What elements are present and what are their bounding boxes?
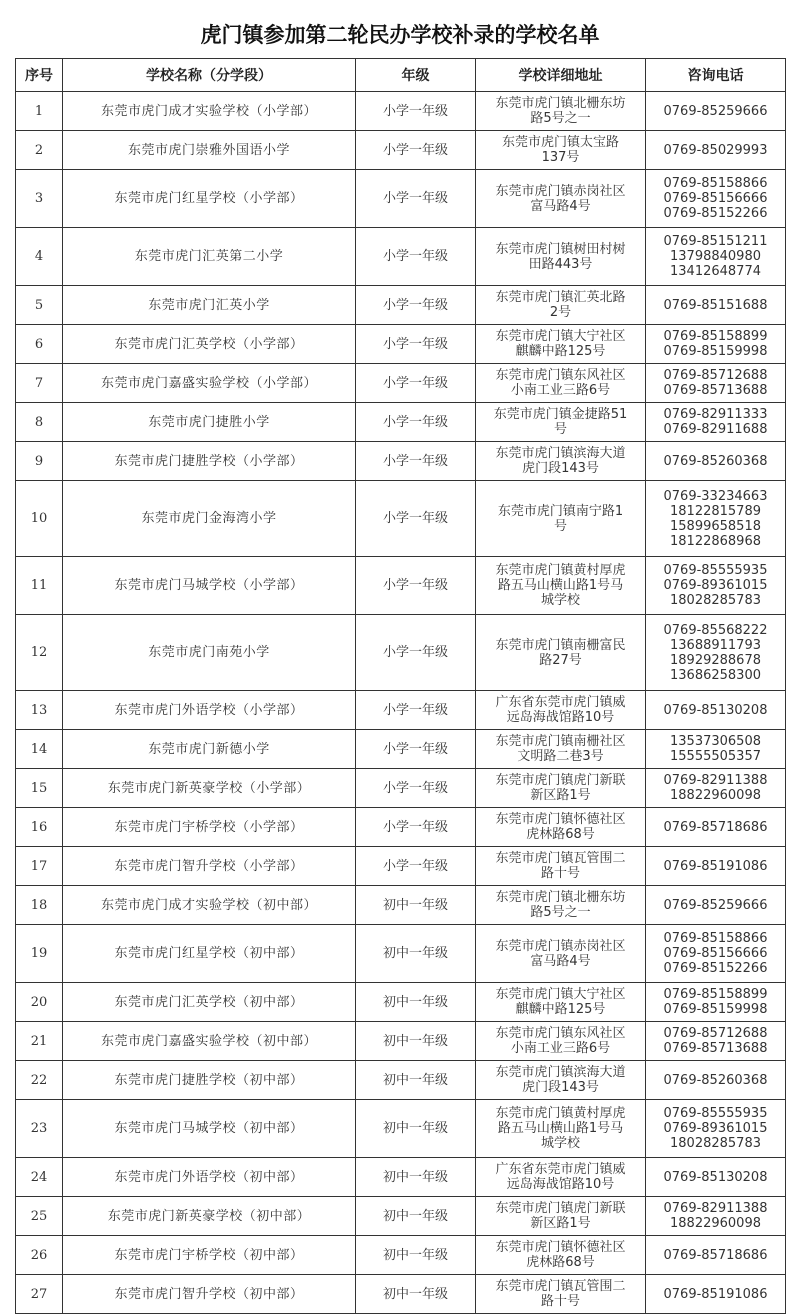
phone: 0769-85712688 0769-85713688 (646, 1022, 786, 1061)
phone: 0769-85158866 0769-85156666 0769-85152266 (646, 925, 786, 983)
address: 东莞市虎门镇东风社区 小南工业三路6号 (476, 364, 646, 403)
address: 东莞市虎门镇滨海大道 虎门段143号 (476, 442, 646, 481)
grade: 初中一年级 (356, 1022, 476, 1061)
school-name: 东莞市虎门马城学校（小学部） (63, 557, 356, 615)
phone: 0769-82911388 18822960098 (646, 1197, 786, 1236)
grade: 初中一年级 (356, 1158, 476, 1197)
school-name: 东莞市虎门金海湾小学 (63, 481, 356, 557)
table-row (16, 170, 786, 228)
address: 东莞市虎门镇大宁社区 麒麟中路125号 (476, 325, 646, 364)
row-number: 2 (16, 131, 63, 170)
grade: 小学一年级 (356, 170, 476, 228)
table-row (16, 983, 786, 1022)
table-row (16, 92, 786, 131)
grade: 初中一年级 (356, 1236, 476, 1275)
school-name: 东莞市虎门成才实验学校（小学部） (63, 92, 356, 131)
address: 东莞市虎门镇太宝路 137号 (476, 131, 646, 170)
row-number: 8 (16, 403, 63, 442)
address: 广东省东莞市虎门镇威 远岛海战馆路10号 (476, 1158, 646, 1197)
header-address: 学校详细地址 (476, 59, 646, 92)
grade: 小学一年级 (356, 403, 476, 442)
row-number: 14 (16, 730, 63, 769)
table-row (16, 1061, 786, 1100)
table-row (16, 1158, 786, 1197)
school-name: 东莞市虎门宇桥学校（初中部） (63, 1236, 356, 1275)
school-name: 东莞市虎门汇英学校（初中部） (63, 983, 356, 1022)
address: 东莞市虎门镇黄村厚虎 路五马山横山路1号马 城学校 (476, 557, 646, 615)
table-row (16, 1236, 786, 1275)
school-name: 东莞市虎门宇桥学校（小学部） (63, 808, 356, 847)
row-number: 10 (16, 481, 63, 557)
table-row (16, 691, 786, 730)
grade: 小学一年级 (356, 691, 476, 730)
table-row (16, 1100, 786, 1158)
grade: 小学一年级 (356, 228, 476, 286)
header-grade: 年级 (356, 59, 476, 92)
school-name: 东莞市虎门新英豪学校（小学部） (63, 769, 356, 808)
phone: 0769-85158866 0769-85156666 0769-85152266 (646, 170, 786, 228)
grade: 小学一年级 (356, 847, 476, 886)
phone: 0769-85712688 0769-85713688 (646, 364, 786, 403)
phone: 0769-85718686 (646, 808, 786, 847)
phone: 13537306508 15555505357 (646, 730, 786, 769)
school-name: 东莞市虎门汇英学校（小学部） (63, 325, 356, 364)
table-header-row (16, 59, 786, 92)
address: 东莞市虎门镇北栅东坊 路5号之一 (476, 886, 646, 925)
table-row (16, 325, 786, 364)
phone: 0769-85259666 (646, 92, 786, 131)
phone: 0769-85151688 (646, 286, 786, 325)
address: 东莞市虎门镇瓦管围二 路十号 (476, 847, 646, 886)
phone: 0769-85191086 (646, 847, 786, 886)
row-number: 25 (16, 1197, 63, 1236)
address: 东莞市虎门镇赤岗社区 富马路4号 (476, 170, 646, 228)
header-no: 序号 (16, 59, 63, 92)
grade: 小学一年级 (356, 442, 476, 481)
header-phone: 咨询电话 (646, 59, 786, 92)
table-row (16, 847, 786, 886)
row-number: 22 (16, 1061, 63, 1100)
address: 东莞市虎门镇东风社区 小南工业三路6号 (476, 1022, 646, 1061)
school-name: 东莞市虎门外语学校（初中部） (63, 1158, 356, 1197)
grade: 小学一年级 (356, 92, 476, 131)
school-name: 东莞市虎门红星学校（小学部） (63, 170, 356, 228)
row-number: 1 (16, 92, 63, 131)
address: 东莞市虎门镇南栅社区 文明路二巷3号 (476, 730, 646, 769)
school-name: 东莞市虎门南苑小学 (63, 615, 356, 691)
table-row (16, 615, 786, 691)
phone: 0769-85718686 (646, 1236, 786, 1275)
school-name: 东莞市虎门嘉盛实验学校（小学部） (63, 364, 356, 403)
row-number: 9 (16, 442, 63, 481)
row-number: 7 (16, 364, 63, 403)
table-row (16, 1197, 786, 1236)
school-name: 东莞市虎门智升学校（小学部） (63, 847, 356, 886)
grade: 小学一年级 (356, 557, 476, 615)
table-row (16, 364, 786, 403)
table-row (16, 886, 786, 925)
school-name: 东莞市虎门汇英第二小学 (63, 228, 356, 286)
school-name: 东莞市虎门智升学校（初中部） (63, 1275, 356, 1314)
grade: 小学一年级 (356, 286, 476, 325)
phone: 0769-85130208 (646, 691, 786, 730)
row-number: 27 (16, 1275, 63, 1314)
table-row (16, 131, 786, 170)
table-body (16, 92, 786, 1314)
phone: 0769-82911333 0769-82911688 (646, 403, 786, 442)
address: 东莞市虎门镇瓦管围二 路十号 (476, 1275, 646, 1314)
table-row (16, 808, 786, 847)
address: 东莞市虎门镇北栅东坊 路5号之一 (476, 92, 646, 131)
school-name: 东莞市虎门新英豪学校（初中部） (63, 1197, 356, 1236)
school-name: 东莞市虎门嘉盛实验学校（初中部） (63, 1022, 356, 1061)
phone: 0769-85130208 (646, 1158, 786, 1197)
phone: 0769-85029993 (646, 131, 786, 170)
row-number: 3 (16, 170, 63, 228)
address: 东莞市虎门镇怀德社区 虎林路68号 (476, 808, 646, 847)
table-row (16, 557, 786, 615)
school-name: 东莞市虎门崇雅外国语小学 (63, 131, 356, 170)
school-table (15, 58, 786, 1314)
row-number: 21 (16, 1022, 63, 1061)
phone: 0769-85158899 0769-85159998 (646, 325, 786, 364)
table-row (16, 228, 786, 286)
table-row (16, 925, 786, 983)
address: 东莞市虎门镇虎门新联 新区路1号 (476, 769, 646, 808)
phone: 0769-85191086 (646, 1275, 786, 1314)
address: 广东省东莞市虎门镇威 远岛海战馆路10号 (476, 691, 646, 730)
grade: 初中一年级 (356, 925, 476, 983)
table-row (16, 730, 786, 769)
phone: 0769-85260368 (646, 442, 786, 481)
header-name: 学校名称（分学段） (63, 59, 356, 92)
row-number: 23 (16, 1100, 63, 1158)
table-row (16, 442, 786, 481)
grade: 初中一年级 (356, 1061, 476, 1100)
address: 东莞市虎门镇金捷路51 号 (476, 403, 646, 442)
row-number: 24 (16, 1158, 63, 1197)
grade: 小学一年级 (356, 325, 476, 364)
phone: 0769-82911388 18822960098 (646, 769, 786, 808)
grade: 小学一年级 (356, 615, 476, 691)
row-number: 19 (16, 925, 63, 983)
phone: 0769-85555935 0769-89361015 18028285783 (646, 557, 786, 615)
row-number: 20 (16, 983, 63, 1022)
school-name: 东莞市虎门捷胜学校（小学部） (63, 442, 356, 481)
row-number: 5 (16, 286, 63, 325)
address: 东莞市虎门镇虎门新联 新区路1号 (476, 1197, 646, 1236)
grade: 小学一年级 (356, 481, 476, 557)
address: 东莞市虎门镇树田村树 田路443号 (476, 228, 646, 286)
row-number: 4 (16, 228, 63, 286)
school-name: 东莞市虎门捷胜小学 (63, 403, 356, 442)
phone: 0769-85555935 0769-89361015 18028285783 (646, 1100, 786, 1158)
row-number: 18 (16, 886, 63, 925)
school-name: 东莞市虎门成才实验学校（初中部） (63, 886, 356, 925)
school-name: 东莞市虎门马城学校（初中部） (63, 1100, 356, 1158)
row-number: 16 (16, 808, 63, 847)
page-title: 虎门镇参加第二轮民办学校补录的学校名单 (200, 23, 600, 47)
address: 东莞市虎门镇南宁路1 号 (476, 481, 646, 557)
row-number: 12 (16, 615, 63, 691)
table-row (16, 286, 786, 325)
row-number: 26 (16, 1236, 63, 1275)
school-name: 东莞市虎门新德小学 (63, 730, 356, 769)
grade: 初中一年级 (356, 983, 476, 1022)
grade: 初中一年级 (356, 1100, 476, 1158)
grade: 初中一年级 (356, 886, 476, 925)
grade: 小学一年级 (356, 769, 476, 808)
grade: 小学一年级 (356, 131, 476, 170)
grade: 初中一年级 (356, 1197, 476, 1236)
table-row (16, 403, 786, 442)
address: 东莞市虎门镇滨海大道 虎门段143号 (476, 1061, 646, 1100)
grade: 小学一年级 (356, 808, 476, 847)
phone: 0769-85568222 13688911793 18929288678 13686258300 (646, 615, 786, 691)
school-name: 东莞市虎门红星学校（初中部） (63, 925, 356, 983)
phone: 0769-85260368 (646, 1061, 786, 1100)
row-number: 15 (16, 769, 63, 808)
address: 东莞市虎门镇南栅富民 路27号 (476, 615, 646, 691)
address: 东莞市虎门镇大宁社区 麒麟中路125号 (476, 983, 646, 1022)
school-name: 东莞市虎门捷胜学校（初中部） (63, 1061, 356, 1100)
phone: 0769-33234663 18122815789 15899658518 18122868968 (646, 481, 786, 557)
table-row (16, 769, 786, 808)
address: 东莞市虎门镇黄村厚虎 路五马山横山路1号马 城学校 (476, 1100, 646, 1158)
table-row (16, 1022, 786, 1061)
school-name: 东莞市虎门汇英小学 (63, 286, 356, 325)
row-number: 17 (16, 847, 63, 886)
row-number: 6 (16, 325, 63, 364)
address: 东莞市虎门镇汇英北路 2号 (476, 286, 646, 325)
row-number: 11 (16, 557, 63, 615)
address: 东莞市虎门镇怀德社区 虎林路68号 (476, 1236, 646, 1275)
grade: 初中一年级 (356, 1275, 476, 1314)
phone: 0769-85259666 (646, 886, 786, 925)
school-name: 东莞市虎门外语学校（小学部） (63, 691, 356, 730)
table-row (16, 481, 786, 557)
table-row (16, 1275, 786, 1314)
phone: 0769-85151211 13798840980 13412648774 (646, 228, 786, 286)
grade: 小学一年级 (356, 730, 476, 769)
address: 东莞市虎门镇赤岗社区 富马路4号 (476, 925, 646, 983)
phone: 0769-85158899 0769-85159998 (646, 983, 786, 1022)
row-number: 13 (16, 691, 63, 730)
grade: 小学一年级 (356, 364, 476, 403)
